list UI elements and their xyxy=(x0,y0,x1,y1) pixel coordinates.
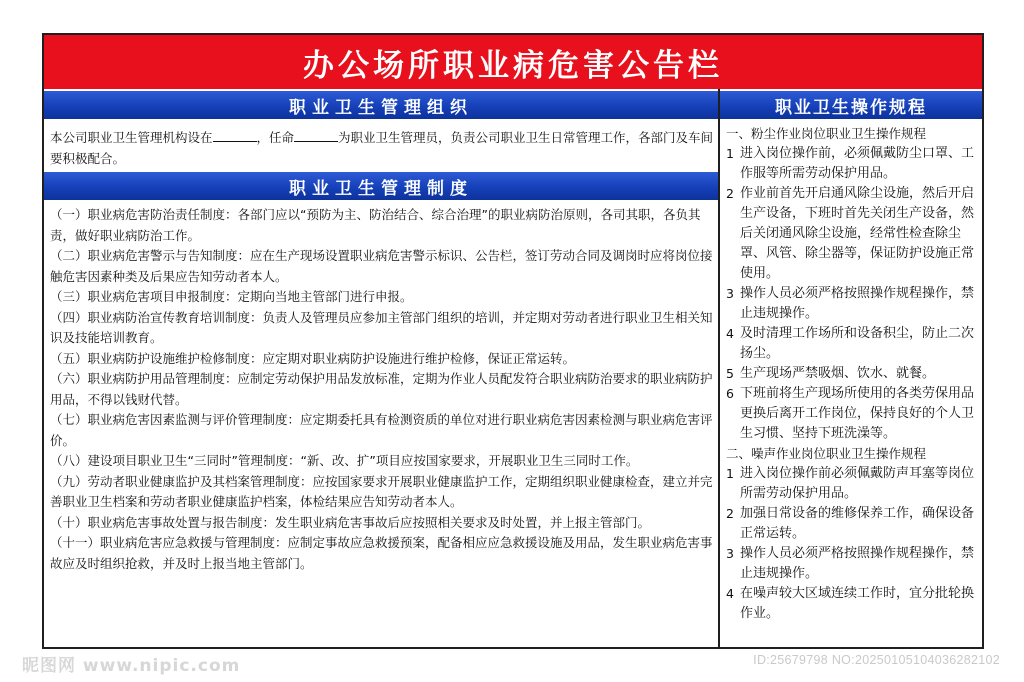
noise-item xyxy=(724,504,980,544)
system-item: （四）职业病防治宣传教育培训制度：负责人及管理员应参加主管部门组织的培训，并定期对劳动者进行职业卫生相关知识及技能培训教育。 xyxy=(50,309,713,345)
system-item: （十）职业病危害事故处置与报告制度：发生职业病危害事故后应按照相关要求及时处置，并上报主管部门。 xyxy=(50,514,651,530)
item-text: 操作人员必须严格按照操作规程操作，禁止违规操作。 xyxy=(740,286,975,321)
watermark-logo: 昵图网 www.nipic.com xyxy=(22,656,241,676)
column-divider xyxy=(718,89,720,647)
item-number: 3 xyxy=(726,546,734,561)
item-text: 进入岗位操作前必须佩戴防声耳塞等岗位所需劳动保护用品。 xyxy=(740,466,975,501)
dust-item xyxy=(724,184,980,284)
item-text: 下班前将生产现场所使用的各类劳保用品更换后离开工作岗位，保持良好的个人卫生习惯、坚持下班洗澡等。 xyxy=(740,386,975,441)
item-text: 及时清理工作场所和设备积尘，防止二次扬尘。 xyxy=(740,326,975,361)
item-text: 加强日常设备的维修保养工作，确保设备正常运转。 xyxy=(740,506,975,541)
system-item: （七）职业病危害因素监测与评价管理制度：应定期委托具有检测资质的单位对进行职业病危害因素检测与职业病危害评价。 xyxy=(50,412,713,448)
system-item: （九）劳动者职业健康监护及其档案管理制度：应按国家要求开展职业健康监护工作，定期组织职业健康检查，建立并完善职业卫生档案和劳动者职业健康监护档案，体检结果应告知劳动者本人。 xyxy=(50,473,713,509)
item-number: 2 xyxy=(726,186,734,201)
item-text: 操作人员必须严格按照操作规程操作，禁止违规操作。 xyxy=(740,546,975,581)
item-text: 作业前首先开启通风除尘设施，然后开启生产设备，下班时首先关闭生产设备，然后关闭通风除尘设施，经常性检查除尘罩、风管、除尘器等，保证防护设施正常使用。 xyxy=(740,186,975,281)
org-text-part3: 为职业卫生管理员，负责公司职业卫生日常管理工作，各部门及车间要积极配合。 xyxy=(50,130,714,166)
org-blank-1 xyxy=(213,130,257,142)
item-number: 1 xyxy=(726,466,734,481)
system-item: （六）职业病防护用品管理制度：应制定劳动保护用品发放标准，定期为作业人员配发符合职业病防治要求的职业病防护用品，不得以钱财代替。 xyxy=(50,371,713,407)
item-text: 生产现场严禁吸烟、饮水、就餐。 xyxy=(740,366,936,381)
notice-board xyxy=(42,33,984,649)
system-list xyxy=(50,205,714,574)
item-text: 进入岗位操作前，必须佩戴防尘口罩、工作服等所需劳动保护用品。 xyxy=(740,146,975,181)
item-number: 2 xyxy=(726,506,734,521)
item-number: 1 xyxy=(726,146,734,161)
item-text: 在噪声较大区域连续工作时，宜分批轮换作业。 xyxy=(740,586,975,621)
item-number: 4 xyxy=(726,326,734,341)
system-item: （八）建设项目职业卫生“三同时”管理制度：“新、改、扩”项目应按国家要求，开展职业卫生三同时工作。 xyxy=(50,453,639,468)
system-item: （三）职业病危害项目申报制度：定期向当地主管部门进行申报。 xyxy=(50,289,413,304)
org-blank-2 xyxy=(294,130,338,142)
dust-section-title: 一、粉尘作业岗位职业卫生操作规程 xyxy=(726,126,927,141)
noise-section-title: 二、噪声作业岗位职业卫生操作规程 xyxy=(726,446,927,461)
system-item: （二）职业病危害警示与告知制度：应在生产现场设置职业病危害警示标识、公告栏，签订劳动合同及调岗时应将岗位接触危害因素种类及后果应告知劳动者本人。 xyxy=(50,248,713,284)
dust-item xyxy=(724,364,980,384)
item-number: 4 xyxy=(726,586,734,601)
system-section-heading: 职业卫生管理制度 xyxy=(44,172,718,200)
page-title: 办公场所职业病危害公告栏 xyxy=(303,47,723,84)
dust-item xyxy=(724,324,980,364)
system-item: （五）职业病防护设施维护检修制度：应定期对职业病防护设施进行维护检修，保证正常运转。 xyxy=(50,350,576,366)
org-text-part1: 本公司职业卫生管理机构设在 xyxy=(50,130,213,145)
ops-section-heading: 职业卫生操作规程 xyxy=(720,91,982,119)
noise-item xyxy=(724,544,980,584)
dust-item xyxy=(724,144,980,184)
noise-item xyxy=(724,584,980,624)
item-number: 6 xyxy=(726,386,734,401)
item-number: 5 xyxy=(726,366,734,381)
org-text-part2: ，任命 xyxy=(256,130,295,145)
org-section-text xyxy=(50,127,714,169)
title-bar xyxy=(44,35,982,89)
system-item: （一）职业病危害防治责任制度：各部门应以“预防为主、防治结合、综合治理”的职业病防治原则，各司其职，各负其责，做好职业病防治工作。 xyxy=(50,207,701,243)
ops-section xyxy=(724,124,980,624)
dust-item xyxy=(724,384,980,444)
dust-item xyxy=(724,284,980,324)
org-section-heading: 职业卫生管理组织 xyxy=(44,91,718,119)
noise-item xyxy=(724,464,980,504)
watermark-id: ID:25679798 NO:20250105104036282102 xyxy=(753,653,1000,667)
item-number: 3 xyxy=(726,286,734,301)
system-item: （十一）职业病危害应急救援与管理制度：应制定事故应急救援预案，配备相应应急救援设施及用品，发生职业病危害事故应及时组织抢救，并及时上报当地主管部门。 xyxy=(50,535,713,571)
